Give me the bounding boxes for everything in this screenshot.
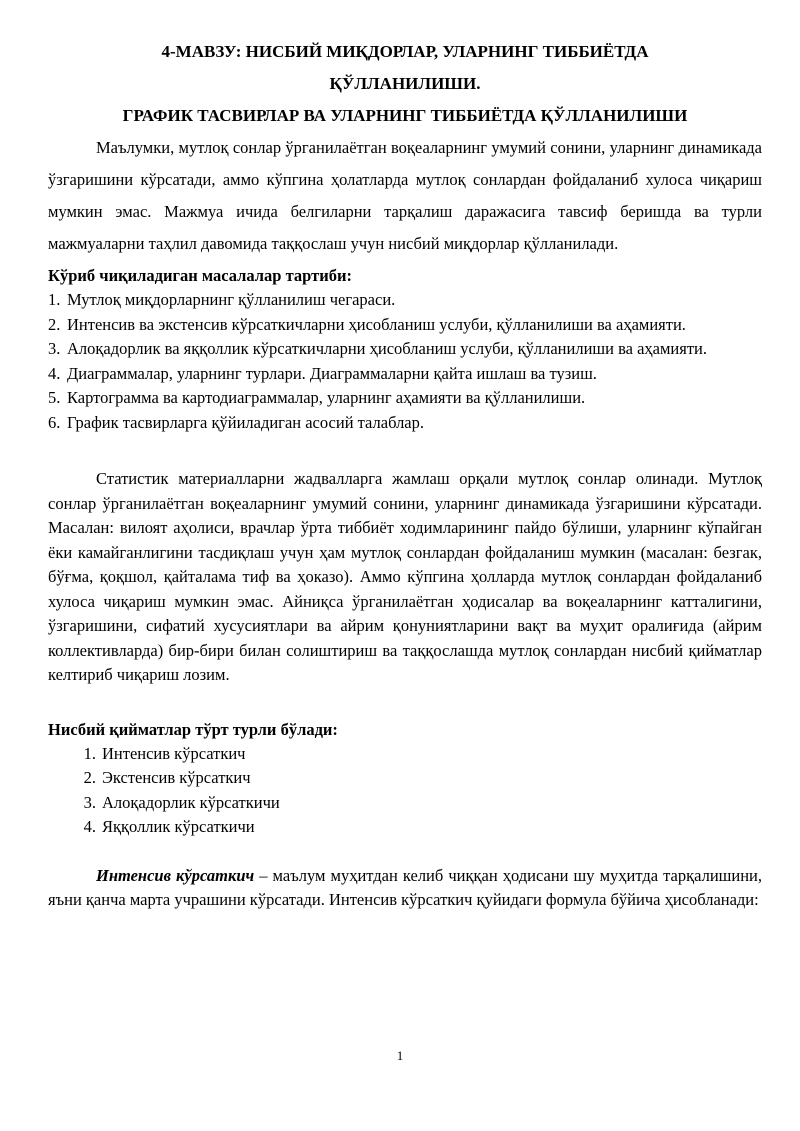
issues-list xyxy=(48,288,762,435)
list-item xyxy=(48,337,762,362)
list-item xyxy=(48,815,762,840)
item-text: График тасвирларга қўйиладиган асосий талаблар. xyxy=(67,412,424,432)
stats-paragraph: Статистик материалларни жадвалларга жамлаш орқали мутлоқ сонлар олинади. Мутлоқ сонлар ўрганилаётган воқеаларнинг умумий сонини, уларнинг динамикада ўзгаришини кўрсатади. Масалан: вилоят аҳолиси, врачлар ўрта тиббиёт ходимларининг пайдо бўлиши, уларнинг кўпайган ёки камайганлигини тасдиқлаш учун ҳам мутлоқ сонлардан фойдаланиш мумкин (масалан: безгак, бўғма, қоқшол, қайталама тиф ва ҳоказо). Аммо кўпгина ҳолларда мутлоқ сонлардан фойдаланиб хулоса чиқариш мумкин эмас. Айниқса ўрганилаётган ҳодисалар ва воқеаларнинг катталигини, ўзгаришини, сифатий хусусиятлари ва айрим қонуниятларини вақт ва муҳит оралиғида (айрим коллективларда) бир-бири билан солиштириш ва таққослашда мутлоқ сонлардан нисбий қийматлар келтириб чиқариш лозим. xyxy=(48,469,762,684)
list-item xyxy=(48,766,762,791)
item-number: 4. xyxy=(83,817,96,836)
item-text: Яққоллик кўрсаткичи xyxy=(102,817,255,836)
item-text: Мутлоқ миқдорларнинг қўлланилиш чегараси. xyxy=(67,290,396,309)
item-number: 3. xyxy=(83,792,96,812)
item-number: 5. xyxy=(48,388,61,407)
list-item xyxy=(48,313,762,338)
types-list xyxy=(48,742,762,840)
item-text: Интенсив ва экстенсив кўрсаткичларни ҳисобланиш услуби, қўлланилиши ва аҳамияти. xyxy=(67,314,686,334)
item-number: 6. xyxy=(48,412,61,432)
intensive-term: Интенсив кўрсаткич xyxy=(96,865,255,885)
title-line-2: ҚЎЛЛАНИЛИШИ. xyxy=(329,74,481,93)
title-line-1: 4-МАВЗУ: НИСБИЙ МИҚДОРЛАР, УЛАРНИНГ ТИББИЁТДА xyxy=(161,42,649,61)
item-number: 4. xyxy=(48,363,61,383)
item-text: Интенсив кўрсаткич xyxy=(102,743,246,763)
issues-heading: Кўриб чиқиладиган масалалар тартиби: xyxy=(48,266,352,285)
item-text: Картограмма ва картодиаграммалар, уларнинг аҳамияти ва қўлланилиши. xyxy=(67,388,586,407)
item-number: 2. xyxy=(48,314,61,334)
item-number: 2. xyxy=(83,768,96,787)
list-item xyxy=(48,411,762,436)
item-number: 1. xyxy=(48,290,61,309)
item-text: Экстенсив кўрсаткич xyxy=(102,768,251,787)
list-item xyxy=(48,742,762,767)
list-item xyxy=(48,791,762,816)
intensive-paragraph xyxy=(48,864,762,913)
title-line-3: ГРАФИК ТАСВИРЛАР ВА УЛАРНИНГ ТИББИЁТДА ҚЎЛЛАНИЛИШИ xyxy=(122,106,688,125)
item-text: Диаграммалар, уларнинг турлари. Диаграммаларни қайта ишлаш ва тузиш. xyxy=(67,363,597,383)
item-text: Алоқадорлик кўрсаткичи xyxy=(102,792,280,812)
document-page xyxy=(48,36,762,913)
item-text: Алоқадорлик ва яққоллик кўрсаткичларни ҳисобланиш услуби, қўлланилиши ва аҳамияти. xyxy=(67,339,708,358)
list-item xyxy=(48,288,762,313)
list-item xyxy=(48,362,762,387)
page-number: 1 xyxy=(396,1048,404,1063)
item-number: 1. xyxy=(83,743,96,763)
intensive-definition: – маълум муҳитдан келиб чиққан ҳодисани шу муҳитда тарқалишини, яъни қанча марта учрашини кўрсатади. Интенсив кўрсаткич қуйидаги формула бўйича ҳисобланади: xyxy=(48,865,762,909)
types-heading: Нисбий қийматлар тўрт турли бўлади: xyxy=(48,719,338,739)
intro-paragraph: Маълумки, мутлоқ сонлар ўрганилаётган воқеаларнинг умумий сонини, уларнинг динамикада ўзгаришини кўрсатади, аммо кўпгина ҳолатларда мутлоқ сонлардан фойдаланиб хулоса чиқариш мумкин эмас. Мажмуа ичида белгиларни тарқалиш даражасига тавсиф беришда ва турли мажмуаларни таҳлил давомида таққослаш учун нисбий миқдорлар қўлланилади. xyxy=(48,138,762,253)
list-item xyxy=(48,386,762,411)
item-number: 3. xyxy=(48,339,61,358)
